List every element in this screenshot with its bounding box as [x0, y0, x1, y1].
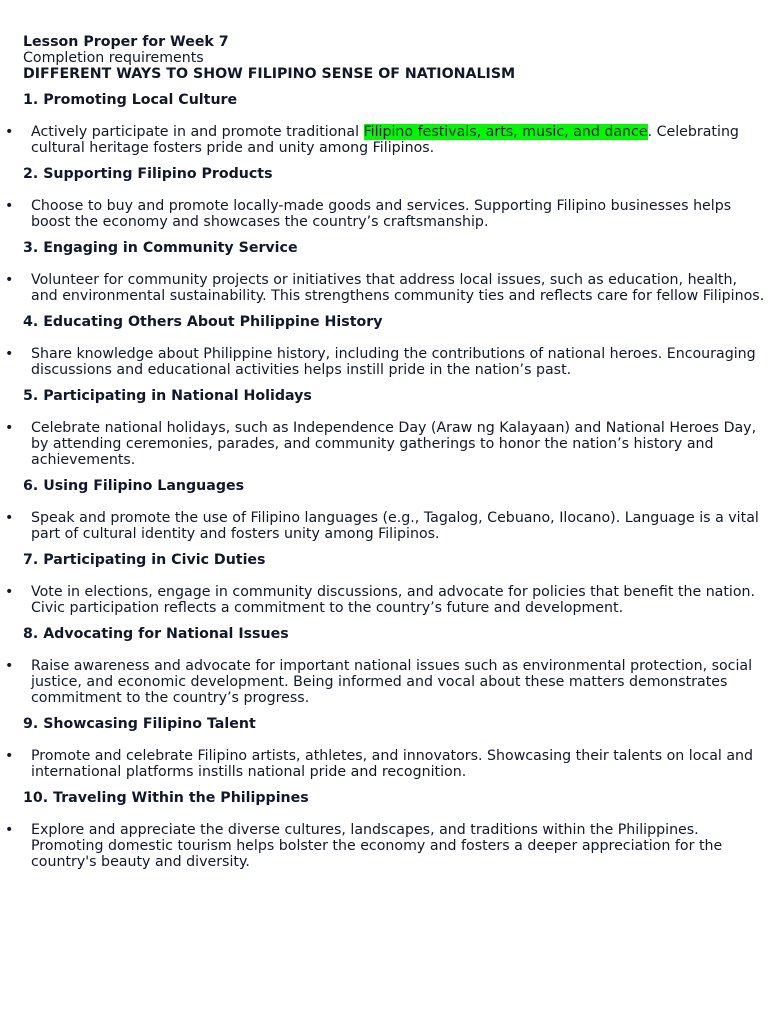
item-text: Raise awareness and advocate for important national issues such as environmental protection, social justice, and economic development. Being informed and vocal about these matters demonstrates commitment to the country’s progress. [31, 658, 753, 706]
section-heading: 7. Participating in Civic Duties [23, 552, 266, 568]
list-item [5, 124, 768, 156]
highlighted-text: Filipino festivals, arts, music, and dance [363, 124, 648, 140]
bullet-icon: • [5, 584, 14, 600]
completion-requirements: Completion requirements [23, 50, 204, 66]
item-text: Share knowledge about Philippine history, including the contributions of national heroes. Encouraging discussions and educational activities helps instill pride in the nation’s past. [31, 346, 756, 378]
section-1 [5, 91, 768, 156]
section-6 [5, 477, 768, 542]
item-text: Promote and celebrate Filipino artists, athletes, and innovators. Showcasing their talents on local and international platforms instills national pride and recognition. [31, 748, 754, 780]
item-text: Vote in elections, engage in community discussions, and advocate for policies that benefit the nation. Civic participation reflects a commitment to the country’s future and development. [31, 584, 756, 616]
item-text-pre: Actively participate in and promote traditional [31, 124, 364, 140]
list-item [5, 346, 768, 378]
bullet-icon: • [5, 272, 14, 288]
item-text: Explore and appreciate the diverse cultures, landscapes, and traditions within the Philippines. Promoting domestic tourism helps bolster the economy and fosters a deeper appreciation for the country's beauty and diversity. [31, 822, 723, 870]
section-4 [5, 313, 768, 378]
item-text: Choose to buy and promote locally-made goods and services. Supporting Filipino businesses helps boost the economy and showcases the country’s craftsmanship. [31, 198, 732, 230]
list-item [5, 658, 768, 706]
bullet-icon: • [5, 198, 14, 214]
bullet-icon: • [5, 510, 14, 526]
list-item [5, 198, 768, 230]
list-item [5, 748, 768, 780]
section-heading: 1. Promoting Local Culture [23, 92, 238, 108]
item-text: Celebrate national holidays, such as Independence Day (Araw ng Kalayaan) and National Heroes Day, by attending ceremonies, parades, and community gatherings to honor the nation’s history and achievements. [31, 420, 757, 468]
section-5 [5, 387, 768, 468]
item-text-post: . Celebrating cultural heritage fosters pride and unity among Filipinos. [31, 124, 739, 156]
section-heading: 3. Engaging in Community Service [23, 240, 298, 256]
list-item [5, 420, 768, 468]
bullet-icon: • [5, 658, 14, 674]
topic-title: DIFFERENT WAYS TO SHOW FILIPINO SENSE OF NATIONALISM [23, 66, 516, 82]
bullet-icon: • [5, 346, 14, 362]
list-item [5, 584, 768, 616]
section-heading: 10. Traveling Within the Philippines [23, 790, 309, 806]
item-text: Volunteer for community projects or initiatives that address local issues, such as education, health, and environmental sustainability. This strengthens community ties and reflects care for fellow Filipinos. [31, 272, 765, 304]
bullet-icon: • [5, 822, 14, 838]
lesson-title: Lesson Proper for Week 7 [23, 34, 229, 50]
section-8 [5, 625, 768, 706]
section-7 [5, 551, 768, 616]
bullet-icon: • [5, 748, 14, 764]
section-heading: 4. Educating Others About Philippine History [23, 314, 383, 330]
list-item [5, 822, 768, 870]
section-10 [5, 789, 768, 870]
list-item [5, 272, 768, 304]
section-heading: 5. Participating in National Holidays [23, 388, 312, 404]
item-text: Speak and promote the use of Filipino languages (e.g., Tagalog, Cebuano, Ilocano). Language is a vital part of cultural identity and fosters unity among Filipinos. [31, 510, 759, 542]
section-heading: 2. Supporting Filipino Products [23, 166, 273, 182]
section-heading: 9. Showcasing Filipino Talent [23, 716, 256, 732]
section-3 [5, 239, 768, 304]
list-item [5, 510, 768, 542]
section-2 [5, 165, 768, 230]
bullet-icon: • [5, 124, 14, 140]
section-9 [5, 715, 768, 780]
bullet-icon: • [5, 420, 14, 436]
section-heading: 6. Using Filipino Languages [23, 478, 245, 494]
section-heading: 8. Advocating for National Issues [23, 626, 289, 642]
